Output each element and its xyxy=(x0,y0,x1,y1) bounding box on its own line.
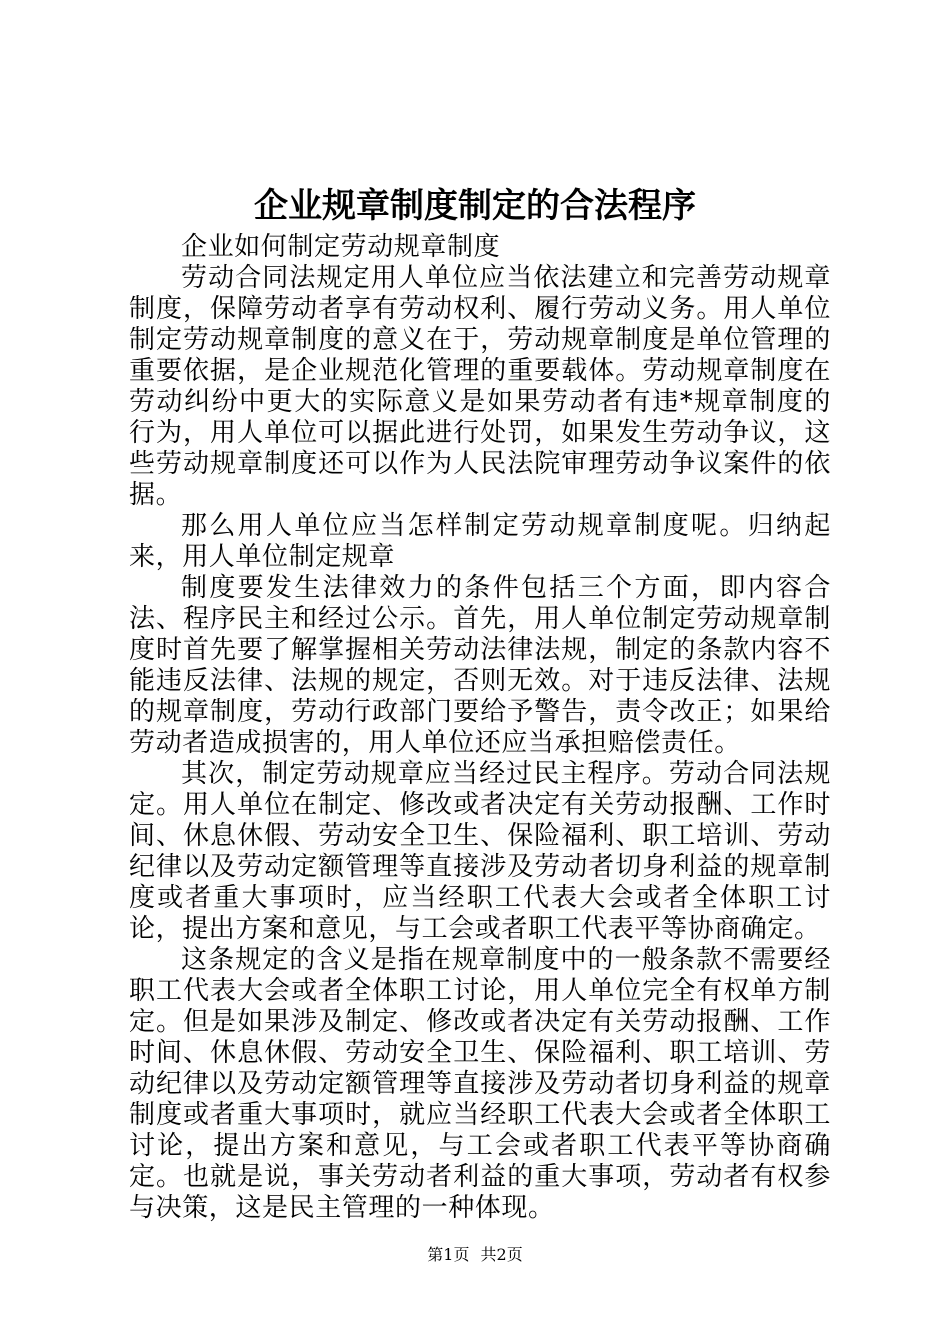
paragraph-question: 那么用人单位应当怎样制定劳动规章制度呢。归纳起来，用人单位制定规章 xyxy=(129,511,831,572)
paragraph-democratic-procedure: 其次，制定劳动规章应当经过民主程序。劳动合同法规定。用人单位在制定、修改或者决定有关劳动报酬、工作时间、休息休假、劳动安全卫生、保险福利、职工培训、劳动纪律以及劳动定额管理等直接涉及劳动者切身利益的规章制度或者重大事项时，应当经职工代表大会或者全体职工讨论，提出方案和意见，与工会或者职工代表平等协商确定。 xyxy=(129,759,831,944)
paragraph-intro: 劳动合同法规定用人单位应当依法建立和完善劳动规章制度，保障劳动者享有劳动权利、履行劳动义务。用人单位制定劳动规章制度的意义在于，劳动规章制度是单位管理的重要依据，是企业规范化管理的重要载体。劳动规章制度在劳动纠纷中更大的实际意义是如果劳动者有违*规章制度的行为，用人单位可以据此进行处罚，如果发生劳动争议，这些劳动规章制度还可以作为人民法院审理劳动争议案件的依据。 xyxy=(129,263,831,510)
document-title: 企业规章制度制定的合法程序 xyxy=(254,186,696,226)
page-footer xyxy=(0,1244,950,1266)
paragraph-subtitle: 企业如何制定劳动规章制度 xyxy=(181,232,501,262)
page-total: 共2页 xyxy=(480,1245,523,1264)
document-body xyxy=(129,232,831,1224)
paragraph-content-legal: 制度要发生法律效力的条件包括三个方面，即内容合法、程序民主和经过公示。首先，用人单位制定劳动规章制度时首先要了解掌握相关劳动法律法规，制定的条款内容不能违反法律、法规的规定，否则无效。对于违反法律、法规的规章制度，劳动行政部门要给予警告，责令改正；如果给劳动者造成损害的，用人单位还应当承担赔偿责任。 xyxy=(129,573,831,758)
paragraph-explanation: 这条规定的含义是指在规章制度中的一般条款不需要经职工代表大会或者全体职工讨论，用人单位完全有权单方制定。但是如果涉及制定、修改或者决定有关劳动报酬、工作时间、休息休假、劳动安全卫生、保险福利、职工培训、劳动纪律以及劳动定额管理等直接涉及劳动者切身利益的规章制度或者重大事项时，就应当经职工代表大会或者全体职工讨论，提出方案和意见，与工会或者职工代表平等协商确定。也就是说，事关劳动者利益的重大事项，劳动者有权参与决策，这是民主管理的一种体现。 xyxy=(129,945,831,1223)
page-number: 第1页 xyxy=(427,1245,470,1264)
